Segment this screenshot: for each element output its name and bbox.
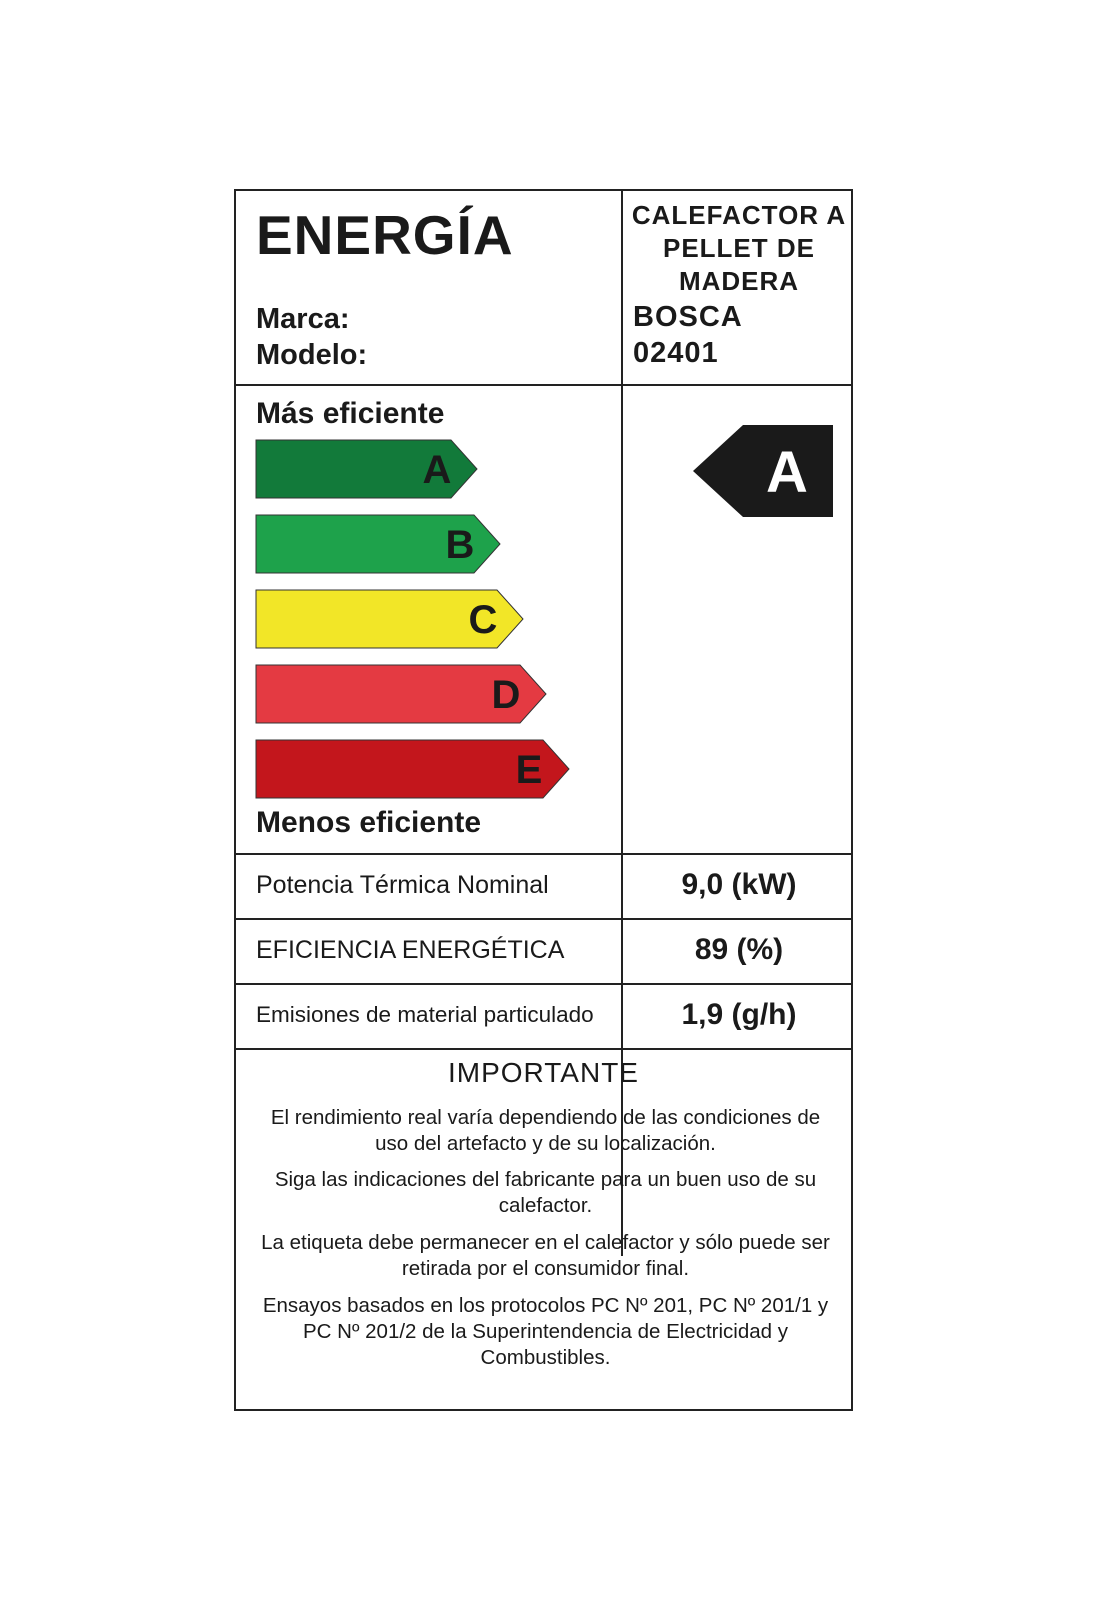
model-value: 02401 [633, 337, 719, 369]
important-title: IMPORTANTE [448, 1057, 639, 1088]
brand-value: BOSCA [633, 301, 743, 333]
product-type: CALEFACTOR A PELLET DE MADERA [631, 200, 847, 296]
divider-scale [236, 853, 851, 855]
most-efficient-caption: Más eficiente [256, 397, 445, 430]
spec-label-emissions: Emisiones de material particulado [256, 1002, 594, 1027]
divider-spec-1 [236, 918, 851, 920]
column-divider-top [621, 191, 623, 1256]
model-label: Modelo: [256, 339, 368, 371]
divider-spec-3 [236, 1048, 851, 1050]
efficiency-class-c-letter: C [468, 598, 498, 642]
spec-value-efficiency: 89 (%) [694, 933, 784, 966]
spec-value-power: 9,0 (kW) [681, 868, 797, 901]
brand-label: Marca: [256, 303, 350, 335]
divider-spec-2 [236, 983, 851, 985]
spec-label-efficiency: EFICIENCIA ENERGÉTICA [256, 936, 565, 964]
efficiency-scale [255, 439, 585, 809]
important-paragraph-1: El rendimiento real varía dependiendo de las condiciones de uso del artefacto y de su localización. [270, 1106, 821, 1155]
rating-arrow [693, 425, 833, 517]
spec-label-power: Potencia Térmica Nominal [256, 871, 549, 899]
important-paragraph-2: Siga las indicaciones del fabricante para un buen uso de su calefactor. [274, 1168, 817, 1217]
label-title: ENERGÍA [256, 204, 514, 266]
efficiency-class-e-letter: E [515, 748, 543, 792]
important-paragraph-4: Ensayos basados en los protocolos PC Nº 201, PC Nº 201/1 y PC Nº 201/2 de la Superintendencia de Electricidad y Combustibles. [262, 1294, 829, 1369]
rating-indicator [693, 423, 835, 519]
spec-value-emissions: 1,9 (g/h) [681, 998, 797, 1031]
efficiency-class-b-letter: B [445, 523, 475, 567]
important-paragraph-3: La etiqueta debe permanecer en el calefactor y sólo puede ser retirada por el consumidor final. [261, 1231, 830, 1280]
least-efficient-caption: Menos eficiente [256, 806, 482, 839]
divider-header [236, 384, 851, 386]
efficiency-class-a-letter: A [422, 448, 452, 492]
efficiency-class-d-letter: D [491, 673, 521, 717]
rating-letter: A [766, 440, 808, 505]
energy-label [234, 189, 853, 1411]
